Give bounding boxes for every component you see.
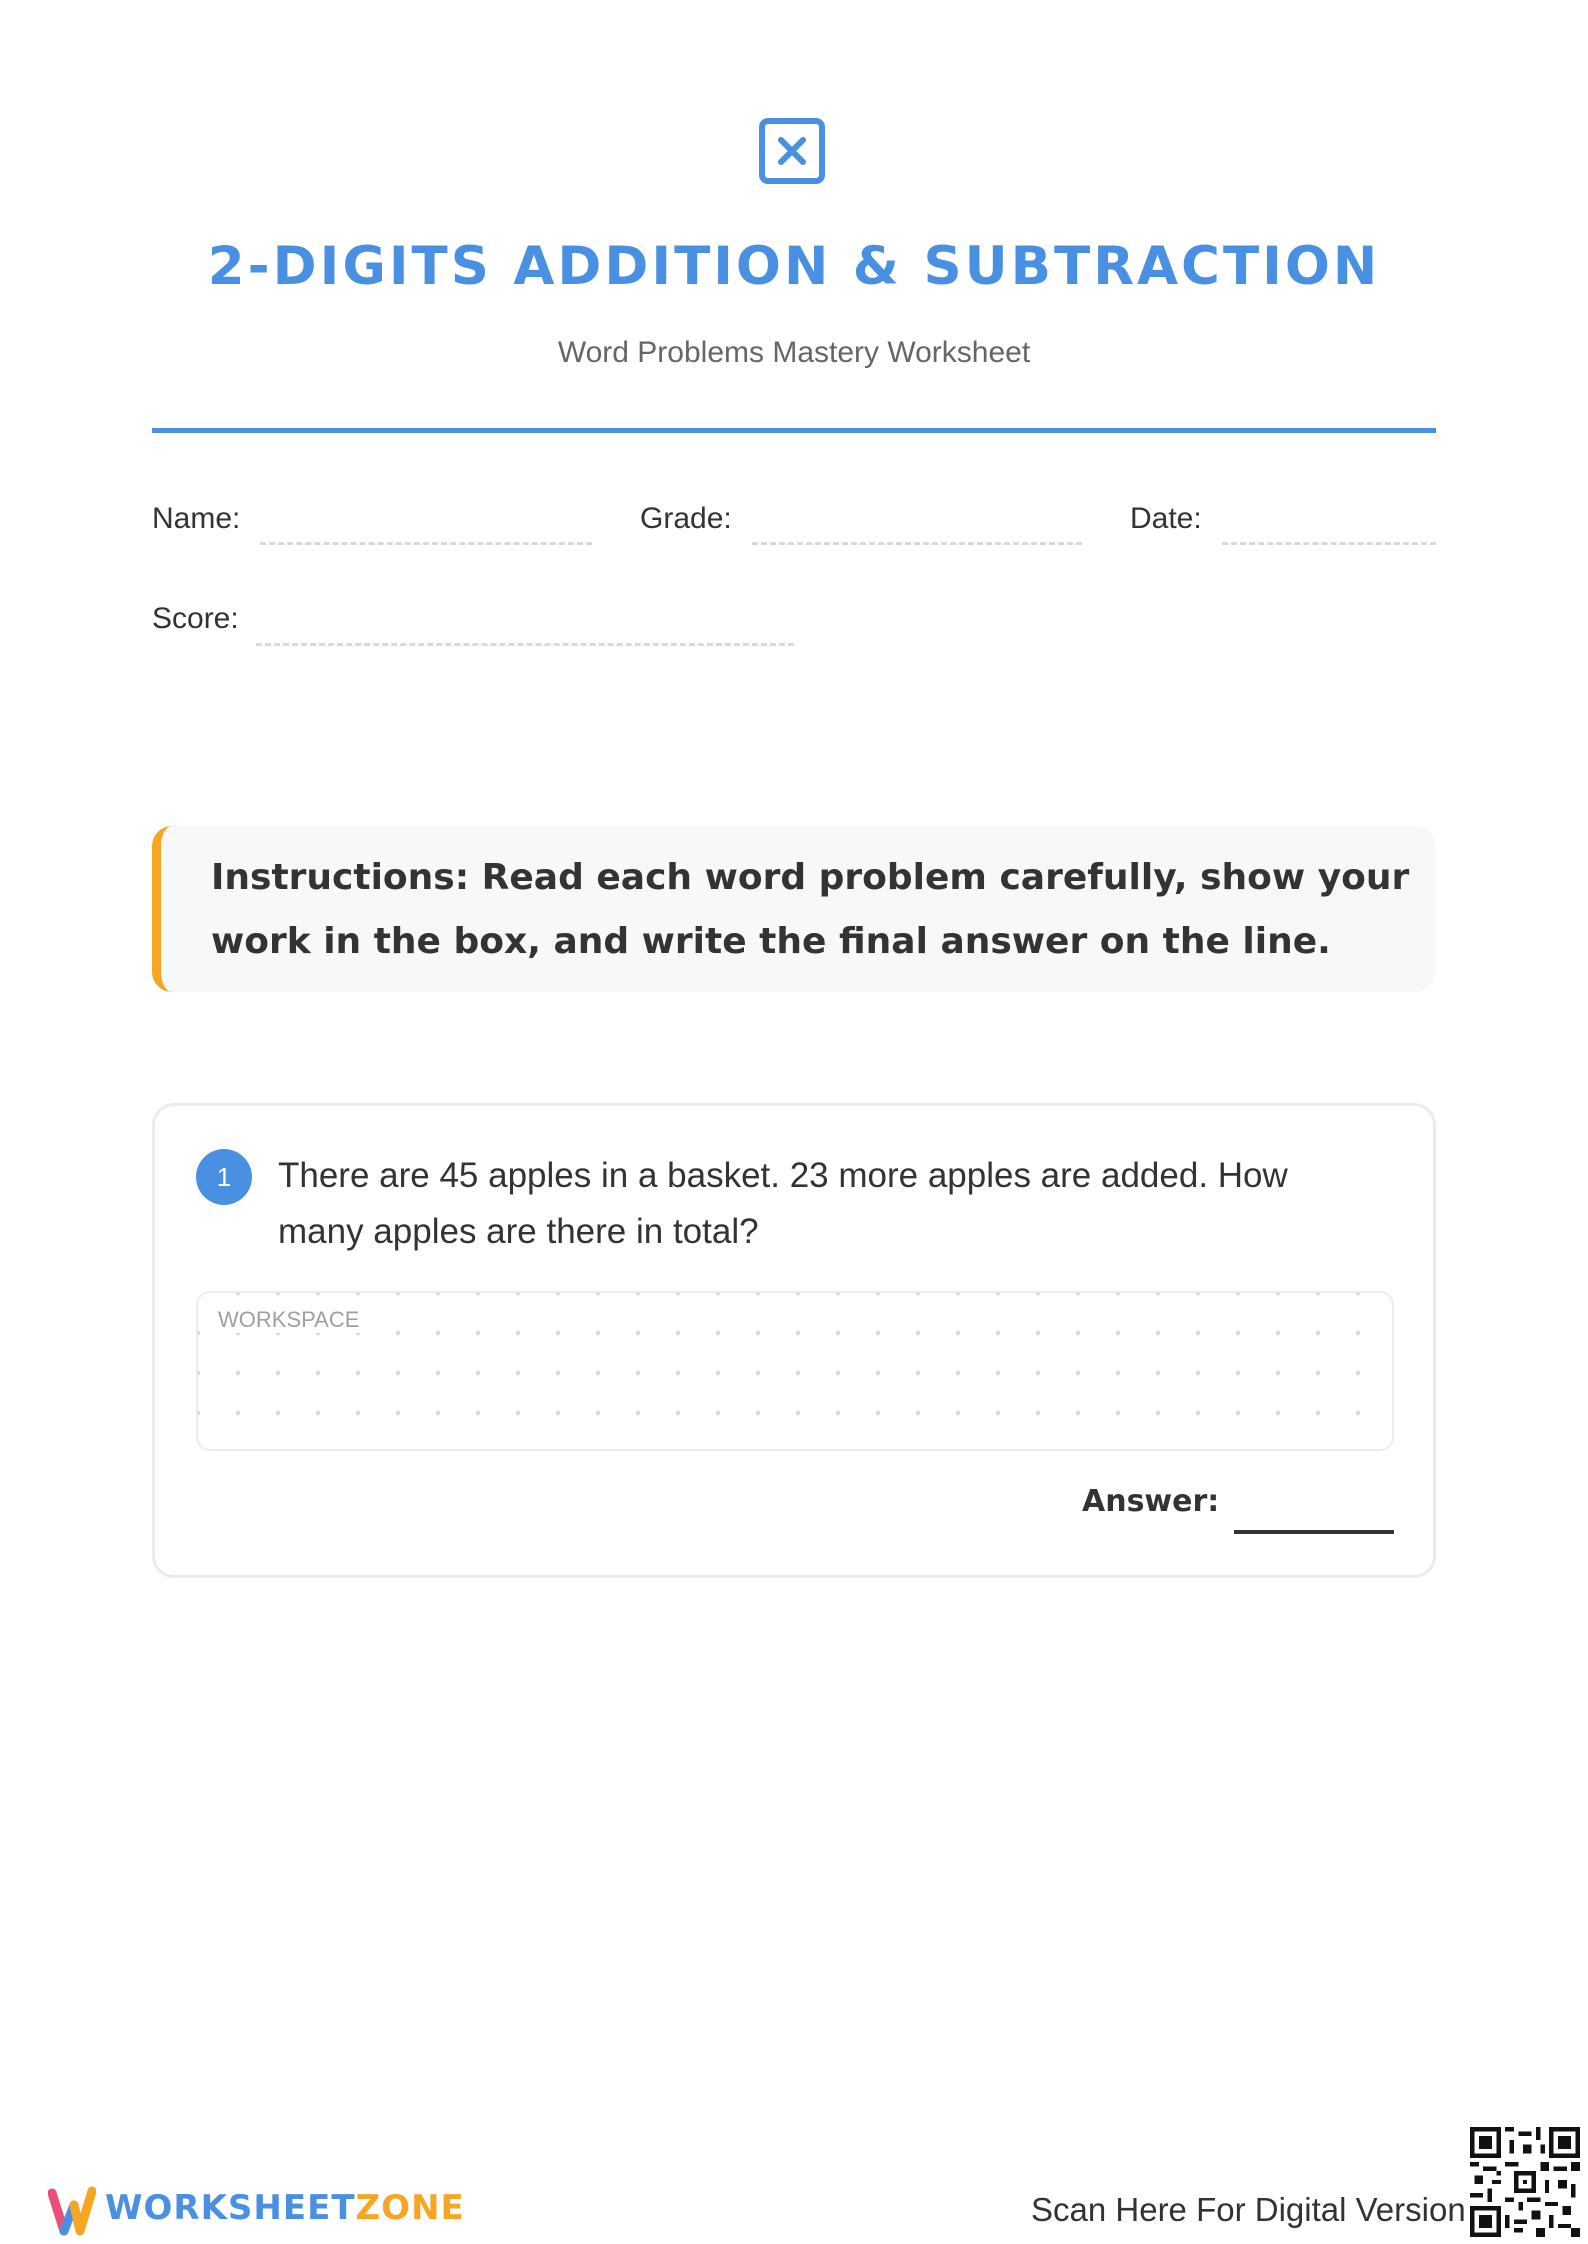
grade-label: Grade: bbox=[640, 502, 732, 535]
page-subtitle: Word Problems Mastery Worksheet bbox=[557, 336, 1031, 369]
score-field[interactable] bbox=[256, 643, 794, 646]
workspace-label: WORKSPACE bbox=[218, 1307, 365, 1333]
page-title: 2-DIGITS ADDITION & SUBTRACTION bbox=[207, 236, 1381, 297]
instructions-text: Instructions: Read each word problem carefully, show your work in the box, and write the final answer on the line. bbox=[211, 857, 1410, 962]
header-divider bbox=[152, 428, 1436, 433]
worksheetzone-logo-icon bbox=[48, 2183, 96, 2239]
brand-name-part2: ZONE bbox=[355, 2188, 465, 2228]
brand-name bbox=[105, 2188, 465, 2228]
workspace-box[interactable] bbox=[196, 1291, 1394, 1451]
question-card bbox=[152, 1103, 1436, 1578]
answer-field[interactable] bbox=[1234, 1530, 1394, 1534]
date-label: Date: bbox=[1130, 502, 1202, 535]
grade-field[interactable] bbox=[752, 542, 1082, 545]
brand-name-part1: WORKSHEET bbox=[105, 2188, 356, 2228]
question-number-badge: 1 bbox=[196, 1149, 252, 1205]
name-field[interactable] bbox=[260, 542, 592, 545]
name-label: Name: bbox=[152, 502, 241, 535]
question-text: There are 45 apples in a basket. 23 more apples are added. How many apples are there in total? bbox=[278, 1156, 1288, 1251]
close-square-icon bbox=[758, 117, 826, 185]
instructions-box bbox=[152, 826, 1436, 992]
qr-code-icon[interactable] bbox=[1470, 2127, 1580, 2237]
date-field[interactable] bbox=[1222, 542, 1436, 545]
score-label: Score: bbox=[152, 602, 239, 635]
scan-caption: Scan Here For Digital Version bbox=[1031, 2191, 1466, 2228]
answer-label: Answer: bbox=[1082, 1484, 1220, 1519]
